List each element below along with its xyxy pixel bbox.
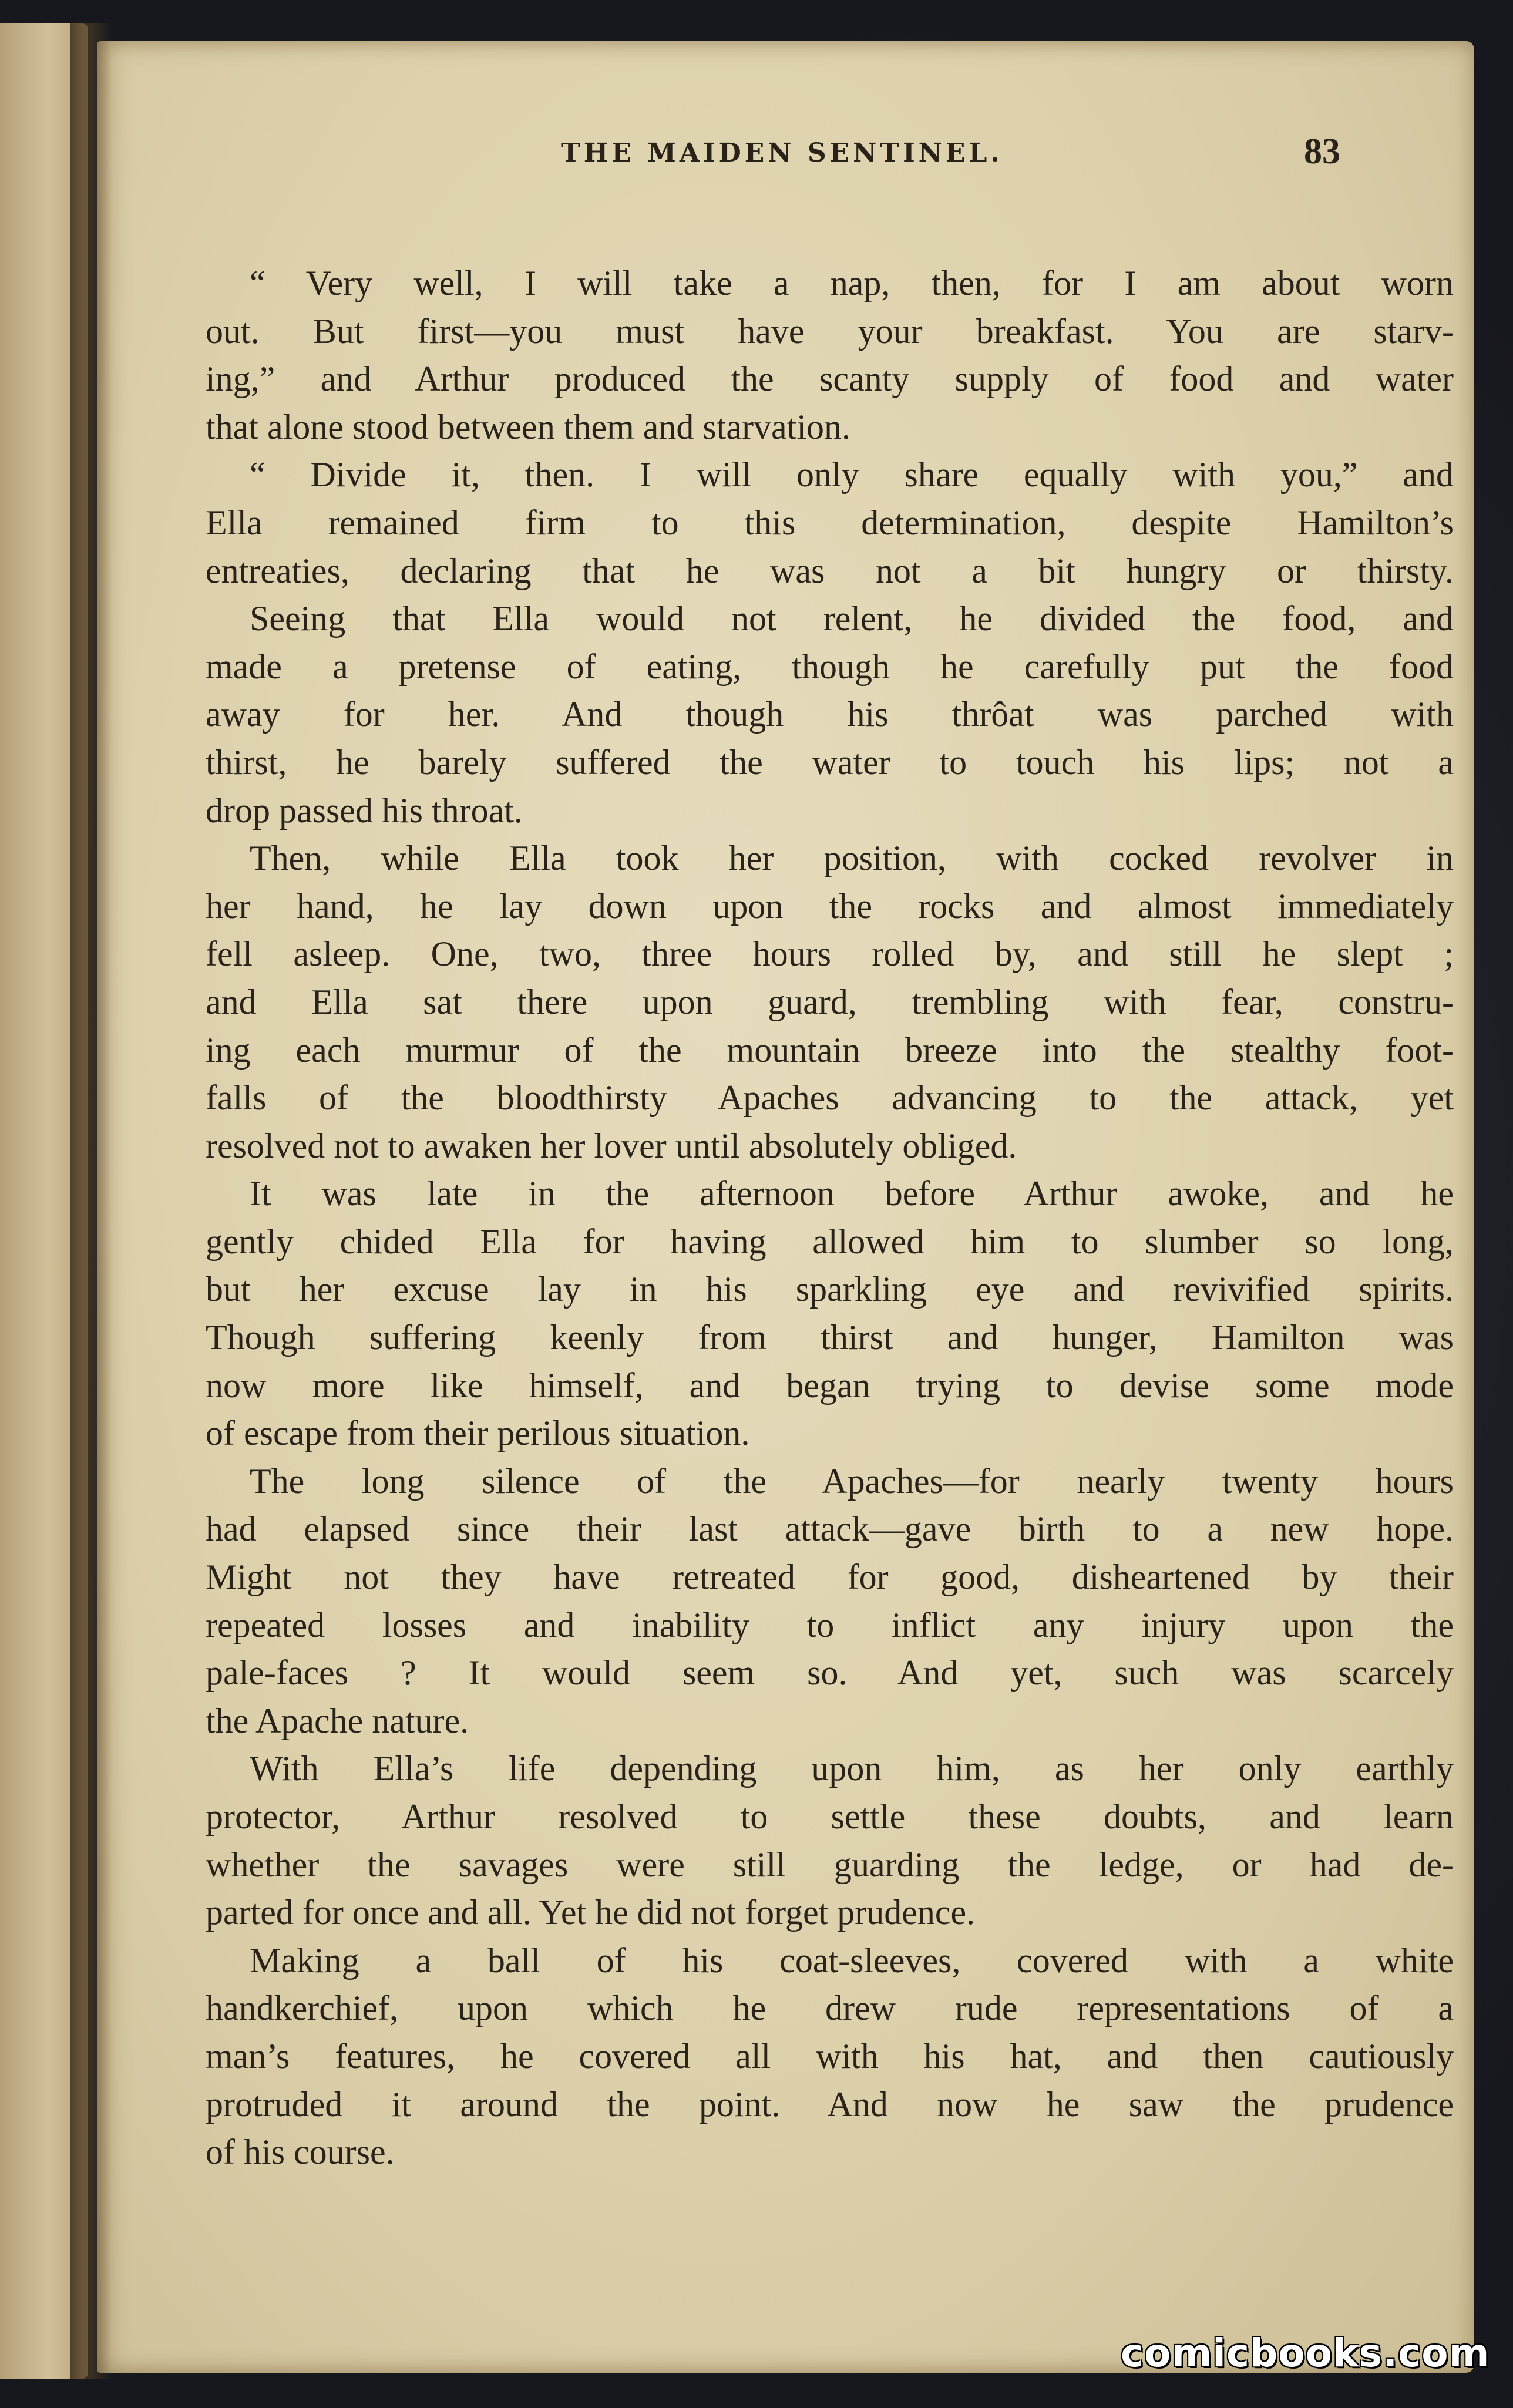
text-line-14: her hand, he lay down upon the rocks and almost immediately [206, 886, 1454, 926]
text-line-5: “ Divide it, then. I will only share equally with you,” and [250, 455, 1454, 495]
text-line-3: ing,” and Arthur produced the scanty supply of food and water [206, 359, 1454, 399]
text-line-19: resolved not to awaken her lover until absolutely obliged. [206, 1126, 1017, 1165]
text-line-40: of his course. [206, 2133, 395, 2172]
text-line-32: With Ella’s life depending upon him, as her only earthly [250, 1749, 1454, 1788]
text-line-36: Making a ball of his coat-sleeves, covered with a white [250, 1940, 1454, 1980]
text-line-37: handkerchief, upon which he drew rude representations of a [206, 1989, 1454, 2028]
running-title: THE MAIDEN SENTINEL. [561, 138, 1003, 168]
text-line-35: parted for once and all. Yet he did not forget prudence. [206, 1893, 976, 1932]
text-line-31: the Apache nature. [206, 1701, 469, 1740]
book-page [97, 41, 1474, 2373]
running-head [97, 126, 1360, 179]
text-line-4: that alone stood between them and starvation. [206, 407, 851, 446]
text-line-38: man’s features, he covered all with his hat, and then cautiously [206, 2036, 1454, 2076]
text-line-1: “ Very well, I will take a nap, then, for I am about worn [250, 264, 1454, 302]
text-line-30: pale-faces ? It would seem so. And yet, such was scarcely [206, 1653, 1454, 1693]
text-line-17: ing each murmur of the mountain breeze into the stealthy foot- [206, 1030, 1454, 1070]
text-line-20: It was late in the afternoon before Arthur awoke, and he [250, 1174, 1454, 1213]
text-line-11: thirst, he barely suffered the water to touch his lips; not a [206, 742, 1454, 782]
site-watermark: comicbooks.com [1121, 2330, 1490, 2376]
text-line-34: whether the savages were still guarding the ledge, or had de- [206, 1845, 1454, 1884]
spine-shadow [70, 23, 112, 2379]
text-line-27: had elapsed since their last attack—gave birth to a new hope. [206, 1509, 1454, 1549]
text-line-29: repeated losses and inability to inflict any injury upon the [206, 1605, 1454, 1644]
text-line-15: fell asleep. One, two, three hours rolled by, and still he slept ; [206, 934, 1454, 974]
text-line-8: Seeing that Ella would not relent, he divided the food, and [250, 599, 1454, 638]
page-body-text [206, 260, 1454, 2177]
text-line-25: of escape from their perilous situation. [206, 1414, 750, 1453]
page-number: 83 [1304, 132, 1340, 171]
text-line-21: gently chided Ella for having allowed him to slumber so long, [206, 1222, 1454, 1261]
text-line-39: protruded it around the point. And now he saw the prudence [206, 2084, 1454, 2124]
text-line-18: falls of the bloodthirsty Apaches advancing to the attack, yet [206, 1078, 1454, 1118]
text-line-12: drop passed his throat. [206, 791, 523, 830]
text-line-23: Though suffering keenly from thirst and hunger, Hamilton was [206, 1318, 1454, 1357]
text-line-10: away for her. And though his thrôat was parched with [206, 695, 1454, 734]
text-line-24: now more like himself, and began trying to devise some mode [206, 1366, 1454, 1405]
text-line-22: but her excuse lay in his sparkling eye and revivified spirits. [206, 1270, 1454, 1309]
text-line-2: out. But first—you must have your breakfast. You are starv- [206, 311, 1454, 351]
text-line-16: and Ella sat there upon guard, trembling with fear, constru- [206, 982, 1454, 1021]
text-line-7: entreaties, declaring that he was not a bit hungry or thirsty. [206, 551, 1454, 590]
text-line-6: Ella remained firm to this determination, despite Hamilton’s [206, 503, 1454, 542]
text-line-13: Then, while Ella took her position, with cocked revolver in [250, 839, 1454, 878]
text-line-33: protector, Arthur resolved to settle these doubts, and learn [206, 1797, 1454, 1836]
text-line-28: Might not they have retreated for good, disheartened by their [206, 1558, 1454, 1597]
text-line-26: The long silence of the Apaches—for nearly twenty hours [250, 1461, 1454, 1501]
text-line-9: made a pretense of eating, though he carefully put the food [206, 647, 1454, 686]
